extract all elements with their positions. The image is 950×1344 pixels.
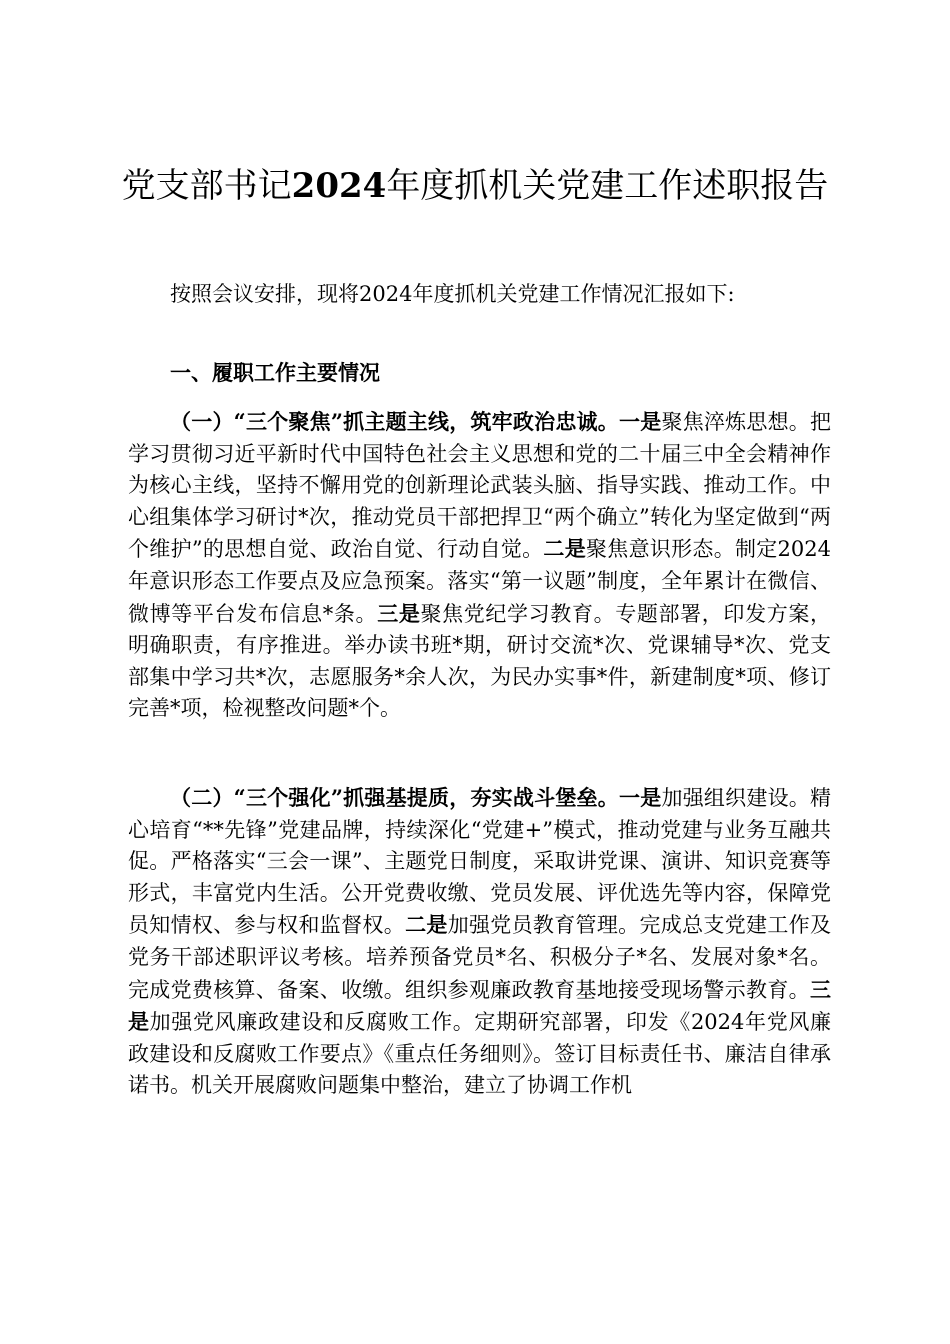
paragraph-2-keyword-3: 三是 — [128, 976, 831, 1035]
paragraph-2-keyword-2: 二是 — [405, 912, 448, 938]
title-suffix: 年度抓机关党建工作述职报告 — [386, 166, 829, 206]
paragraph-1 — [128, 406, 831, 725]
intro-paragraph: 按照会议安排，现将2024年度抓机关党建工作情况汇报如下: — [170, 282, 735, 306]
title-year: 2024 — [291, 166, 387, 206]
paragraph-2-text-2: 加强党员教育管理。完成总支党建工作及党务干部述职评议考核。培养预备党员*名、积极分子*名、发展对象*名。完成党费核算、备案、收缴。组织参观廉政教育基地接受现场警示教育。 — [128, 913, 831, 1002]
paragraph-2-text-3: 加强党风廉政建设和反腐败工作。定期研究部署，印发《2024年党风廉政建设和反腐败工作要点》《重点任务细则》。签订目标责任书、廉洁自律承诺书。机关开展腐败问题集中整治，建立了协调工作机 — [128, 1010, 831, 1098]
paragraph-2 — [128, 782, 831, 1102]
paragraph-1-text-3: 聚焦党纪学习教育。专题部署，印发方案，明确职责，有序推进。举办读书班*期，研讨交流*次、党课辅导*次、党支部集中学习共*次，志愿服务*余人次，为民办实事*件，新建制度*项、修订完善*项，检视整改问题*个。 — [128, 601, 831, 721]
page-title — [120, 162, 830, 210]
paragraph-1-text-1: 聚焦淬炼思想。把学习贯彻习近平新时代中国特色社会主义思想和党的二十届三中全会精神作为核心主线，坚持不懈用党的创新理论武装头脑、指导实践、推动工作。中心组集体学习研讨*次，推动党员干部把捍卫“两个确立”转化为坚定做到“两个维护”的思想自觉、政治自觉、行动自觉。 — [128, 410, 832, 562]
paragraph-2-keyword-1: 一是 — [619, 785, 662, 810]
paragraph-1-keyword-3: 三是 — [377, 600, 421, 626]
section-heading: 一、履职工作主要情况 — [170, 360, 380, 385]
paragraph-1-text-2: 聚焦意识形态。制定2024年意识形态工作要点及应急预案。落实“第一议题”制度，全年累计在微信、微博等平台发布信息*条。 — [128, 537, 832, 626]
paragraph-1-heading: （一）“三个聚焦”抓主题主线，筑牢政治忠诚。 — [170, 409, 620, 434]
paragraph-1-keyword-1: 一是 — [619, 409, 662, 434]
paragraph-2-heading: （二）“三个强化”抓强基提质，夯实战斗堡垒。 — [170, 785, 620, 810]
title-prefix: 党支部书记 — [121, 166, 292, 206]
paragraph-1-keyword-2: 二是 — [543, 536, 586, 562]
paragraph-2-text-1: 加强组织建设。精心培育“**先锋”党建品牌，持续深化“党建+”模式，推动党建与业务互融共促。严格落实“三会一课”、主题党日制度，采取讲党课、演讲、知识竞赛等形式，丰富党内生活。公开党费收缴、党员发展、评优选先等内容，保障党员知情权、参与权和监督权。 — [128, 786, 832, 938]
